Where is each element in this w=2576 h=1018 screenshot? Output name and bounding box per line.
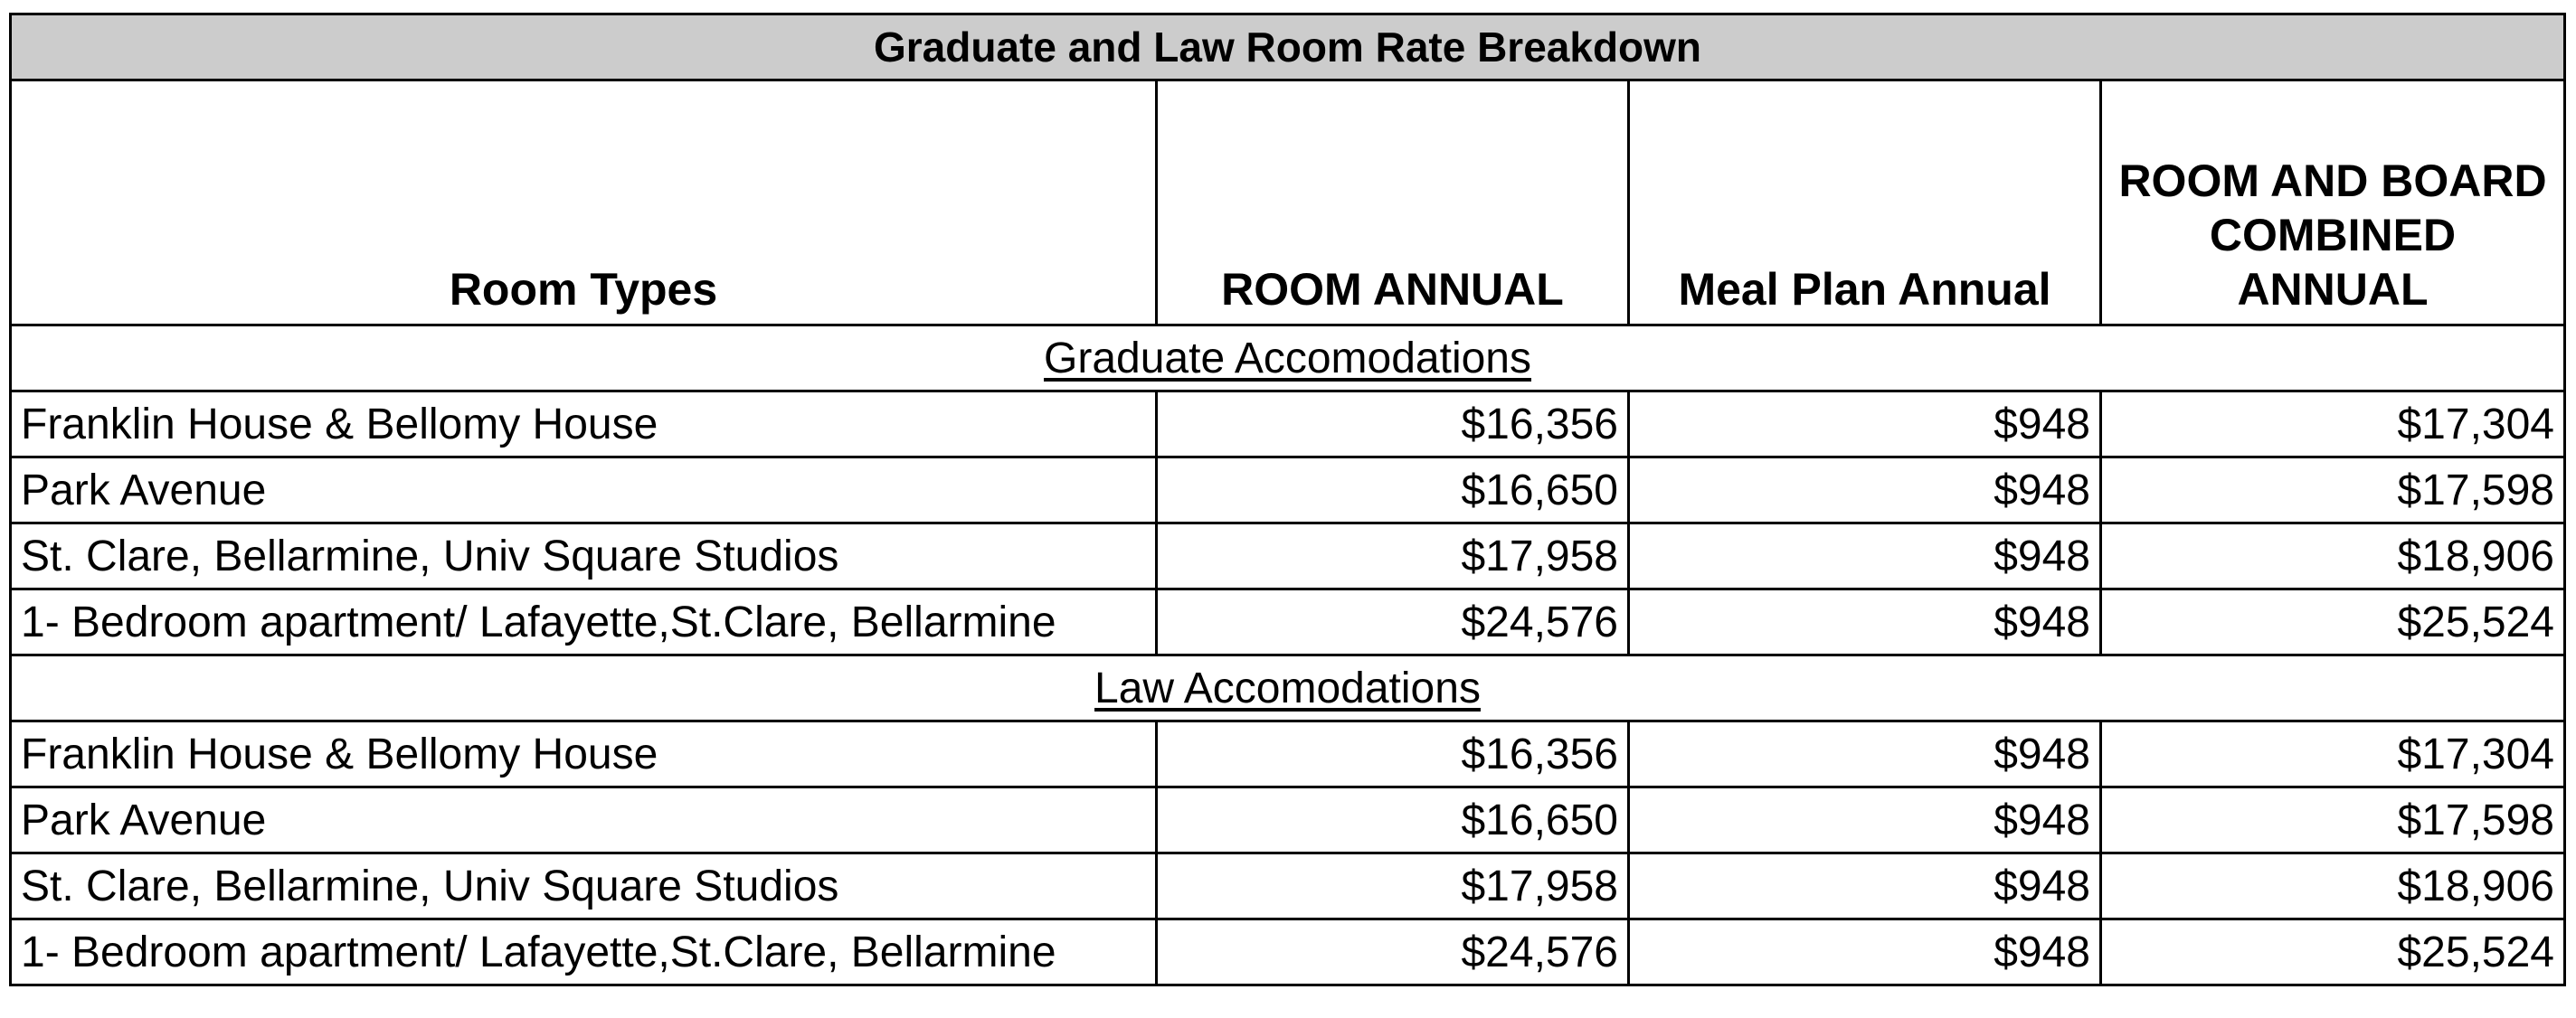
combined-cell: $17,598	[2101, 457, 2565, 523]
room-annual-cell: $17,958	[1157, 523, 1629, 589]
section-label-graduate: Graduate Accomodations	[1044, 334, 1531, 382]
meal-plan-cell: $948	[1629, 721, 2101, 787]
meal-plan-cell: $948	[1629, 523, 2101, 589]
table-row	[11, 523, 2565, 589]
table-row	[11, 919, 2565, 985]
room-type-cell: 1- Bedroom apartment/ Lafayette,St.Clare, Bellarmine	[11, 919, 1157, 985]
table-row	[11, 589, 2565, 655]
table-row	[11, 391, 2565, 457]
room-type-cell: Park Avenue	[11, 457, 1157, 523]
combined-cell: $25,524	[2101, 589, 2565, 655]
room-annual-cell: $17,958	[1157, 853, 1629, 919]
meal-plan-cell: $948	[1629, 787, 2101, 853]
table-title-row	[11, 14, 2565, 80]
meal-plan-cell: $948	[1629, 391, 2101, 457]
header-room-annual: ROOM ANNUAL	[1157, 80, 1629, 325]
room-type-cell: Park Avenue	[11, 787, 1157, 853]
table-title: Graduate and Law Room Rate Breakdown	[11, 14, 2565, 80]
meal-plan-cell: $948	[1629, 457, 2101, 523]
combined-cell: $25,524	[2101, 919, 2565, 985]
room-rate-table	[9, 13, 2566, 986]
header-meal-plan-annual: Meal Plan Annual	[1629, 80, 2101, 325]
section-label-law: Law Accomodations	[1094, 664, 1481, 712]
header-combined-annual: ROOM AND BOARD COMBINED ANNUAL	[2101, 80, 2565, 325]
meal-plan-cell: $948	[1629, 853, 2101, 919]
combined-cell: $17,598	[2101, 787, 2565, 853]
room-type-cell: Franklin House & Bellomy House	[11, 391, 1157, 457]
room-annual-cell: $16,356	[1157, 391, 1629, 457]
meal-plan-cell: $948	[1629, 919, 2101, 985]
table-row	[11, 721, 2565, 787]
room-annual-cell: $24,576	[1157, 589, 1629, 655]
room-type-cell: Franklin House & Bellomy House	[11, 721, 1157, 787]
room-type-cell: St. Clare, Bellarmine, Univ Square Studios	[11, 853, 1157, 919]
combined-cell: $17,304	[2101, 721, 2565, 787]
column-header-row	[11, 80, 2565, 325]
meal-plan-cell: $948	[1629, 589, 2101, 655]
room-annual-cell: $16,650	[1157, 787, 1629, 853]
combined-cell: $18,906	[2101, 523, 2565, 589]
room-annual-cell: $16,356	[1157, 721, 1629, 787]
combined-cell: $17,304	[2101, 391, 2565, 457]
room-annual-cell: $24,576	[1157, 919, 1629, 985]
table-row	[11, 457, 2565, 523]
table-row	[11, 853, 2565, 919]
header-room-types: Room Types	[11, 80, 1157, 325]
section-row-law	[11, 655, 2565, 721]
room-type-cell: St. Clare, Bellarmine, Univ Square Studios	[11, 523, 1157, 589]
combined-cell: $18,906	[2101, 853, 2565, 919]
section-row-graduate	[11, 325, 2565, 391]
room-annual-cell: $16,650	[1157, 457, 1629, 523]
room-type-cell: 1- Bedroom apartment/ Lafayette,St.Clare, Bellarmine	[11, 589, 1157, 655]
table-row	[11, 787, 2565, 853]
